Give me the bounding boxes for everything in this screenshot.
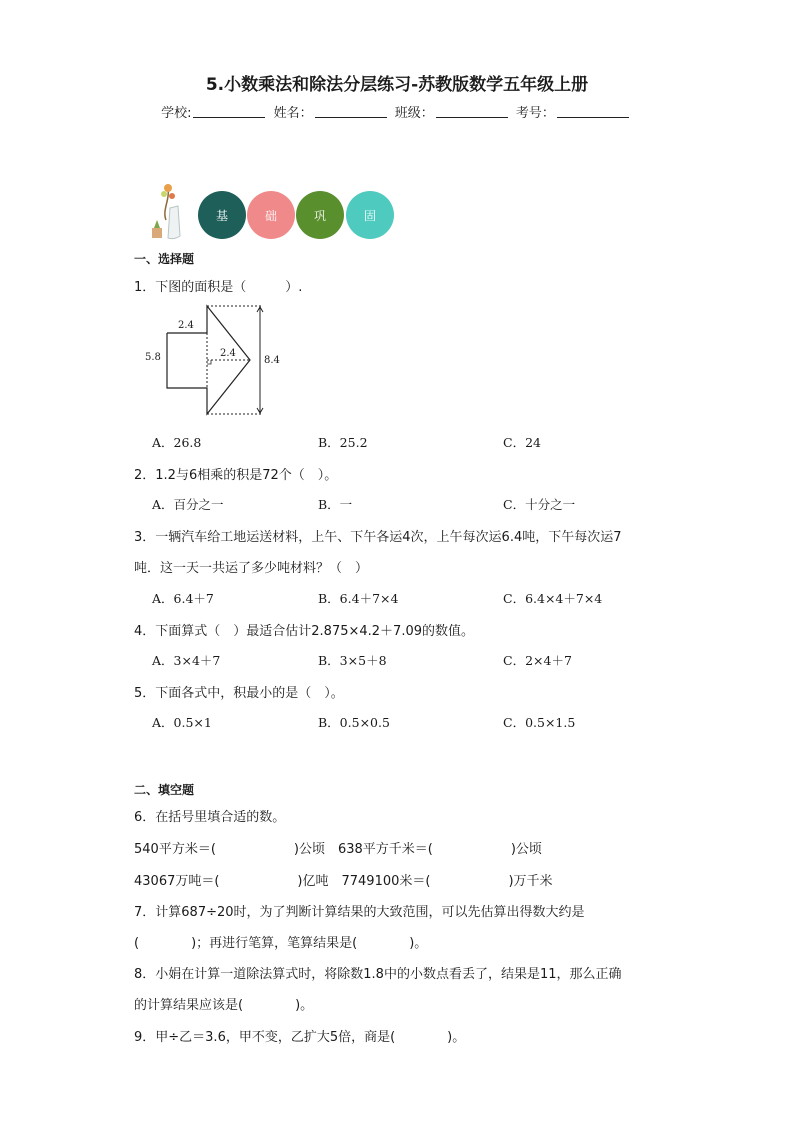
class-blank (436, 105, 508, 118)
exam-number-blank (557, 105, 629, 118)
q2-option-b: B．一 (318, 497, 353, 512)
q2-option-c: C．十分之一 (503, 497, 576, 512)
question-4: 4．下面算式（ ）最适合估计2.875×4.2＋7.09的数值。 (134, 624, 474, 639)
q3-option-c: C．6.4×4＋7×4 (503, 591, 603, 606)
question-8-cont: 的计算结果应该是( )。 (134, 998, 314, 1013)
q1-option-b: B．25.2 (318, 435, 368, 450)
student-info-row (0, 102, 794, 121)
section-choice-title: 一、选择题 (134, 252, 195, 266)
q3-option-b: B．6.4＋7×4 (318, 591, 399, 606)
question-2: 2．1.2与6相乘的积是72个（ ）。 (134, 468, 338, 483)
q5-option-a: A．0.5×1 (152, 715, 212, 730)
area-figure (140, 298, 290, 423)
name-label: 姓名： (273, 106, 313, 121)
label-left: 5.8 (145, 352, 161, 363)
q5-option-c: C．0.5×1.5 (503, 715, 576, 730)
q2-option-a: A．百分之一 (152, 497, 224, 512)
question-3: 3．一辆汽车给工地运送材料，上午、下午各运4次，上午每次运6.4吨，下午每次运7 (134, 530, 622, 545)
question-3-cont: 吨．这一天一共运了多少吨材料？（ ） (134, 561, 369, 576)
q5-option-b: B．0.5×0.5 (318, 715, 390, 730)
q4-option-c: C．2×4＋7 (503, 653, 572, 668)
name-blank (315, 105, 387, 118)
section-fill-title: 二、填空题 (134, 783, 195, 797)
q4-option-b: B．3×5＋8 (318, 653, 387, 668)
q1-option-a: A．26.8 (152, 435, 202, 450)
question-5: 5．下面各式中，积最小的是（ ）。 (134, 686, 344, 701)
page-title: 5.小数乘法和除法分层练习-苏教版数学五年级上册 (205, 75, 589, 95)
q1-option-c: C．24 (503, 435, 541, 450)
badge-gu: 固 (346, 191, 394, 239)
school-blank (193, 105, 265, 118)
label-right: 8.4 (264, 355, 280, 366)
q3-option-a: A．6.4＋7 (152, 591, 214, 606)
badge-gong: 巩 (296, 191, 344, 239)
question-7: 7．计算687÷20时，为了判断计算结果的大致范围，可以先估算出得数大约是 (134, 905, 585, 920)
school-label: 学校: (161, 106, 192, 121)
label-top: 2.4 (178, 320, 194, 331)
question-6: 6．在括号里填合适的数。 (134, 810, 286, 825)
question-6-line-1: 540平方米＝( )公顷 638平方千米＝( )公顷 (134, 842, 542, 857)
class-label: 班级： (394, 106, 434, 121)
question-7-cont: ( )；再进行笔算，笔算结果是( )。 (134, 936, 428, 951)
badge-ji: 基 (198, 191, 246, 239)
question-9: 9．甲÷乙＝3.6，甲不变，乙扩大5倍，商是( )。 (134, 1030, 466, 1045)
question-1: 1．下图的面积是（ ）. (134, 280, 303, 295)
question-6-line-2: 43067万吨＝( )亿吨 7749100米＝( )万千米 (134, 874, 553, 889)
exam-number-label: 考号： (515, 106, 555, 121)
plant-vase-icon (148, 180, 188, 242)
q4-option-a: A．3×4＋7 (152, 653, 221, 668)
label-inner: 2.4 (220, 348, 236, 359)
question-8: 8．小娟在计算一道除法算式时，将除数1.8中的小数点看丢了，结果是11，那么正确 (134, 967, 622, 982)
badge-chu: 础 (247, 191, 295, 239)
